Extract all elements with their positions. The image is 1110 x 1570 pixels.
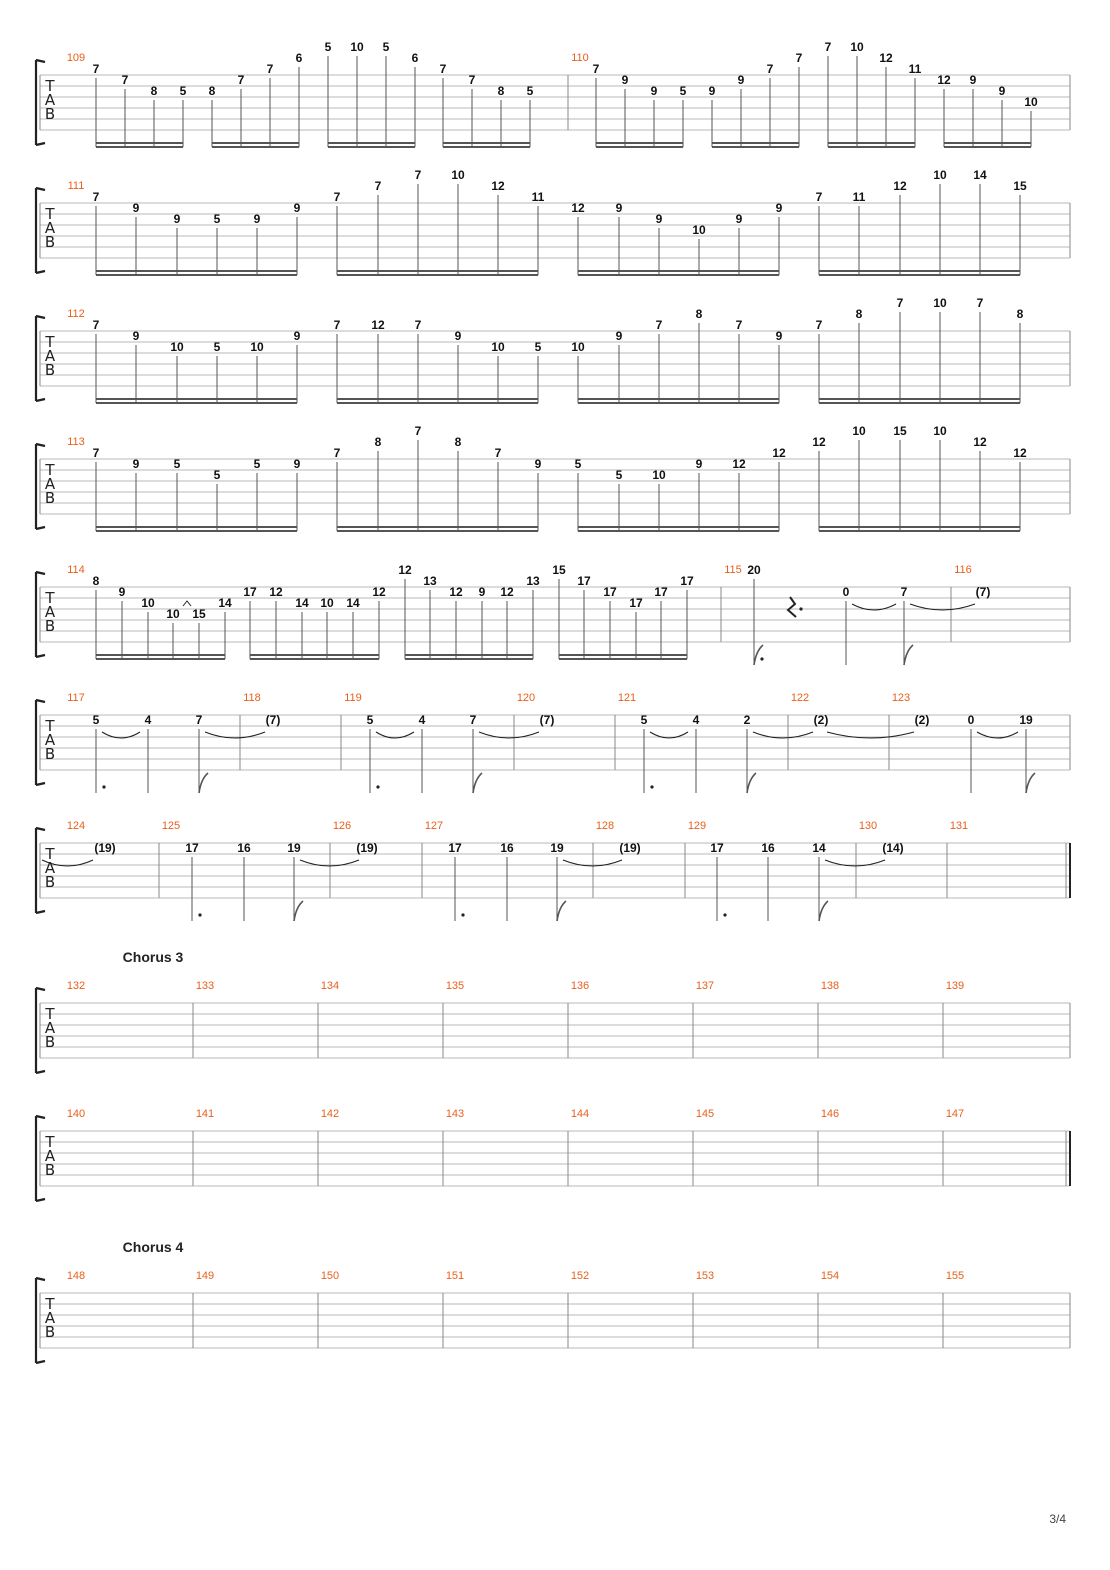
bar-number: 121 xyxy=(617,692,637,704)
fret-number: 17 xyxy=(680,574,694,588)
bar-number: 123 xyxy=(891,692,911,704)
fret-number: 17 xyxy=(448,841,462,855)
fret-number: 7 xyxy=(795,51,803,65)
fret-number: 10 xyxy=(692,223,706,237)
bar-number: 152 xyxy=(570,1270,590,1282)
fret-number: 10 xyxy=(1024,95,1038,109)
fret-number: 7 xyxy=(815,318,823,332)
tab-clef-letter: B xyxy=(44,617,56,635)
bar-number: 126 xyxy=(332,820,352,832)
bar-number: 145 xyxy=(695,1108,715,1120)
tab-system xyxy=(36,1270,1070,1363)
bar-number: 140 xyxy=(66,1108,86,1120)
fret-number: 16 xyxy=(761,841,775,855)
bar-number: 155 xyxy=(945,1270,965,1282)
dot xyxy=(723,913,726,916)
fret-number: 10 xyxy=(852,424,866,438)
tab-system xyxy=(36,1108,1070,1201)
fret-number: 7 xyxy=(414,168,422,182)
fret-number: 17 xyxy=(243,585,257,599)
fret-number: 7 xyxy=(655,318,663,332)
bar-number: 124 xyxy=(66,820,86,832)
note-flag xyxy=(294,901,303,921)
fret-number: 5 xyxy=(534,340,542,354)
fret-number: 9 xyxy=(454,329,462,343)
bar-number: 148 xyxy=(66,1270,86,1282)
fret-number: 12 xyxy=(732,457,746,471)
fret-number: 5 xyxy=(213,468,221,482)
fret-number: 5 xyxy=(574,457,582,471)
fret-number: 12 xyxy=(372,585,386,599)
fret-number: (2) xyxy=(914,713,930,727)
fret-number: 15 xyxy=(552,563,566,577)
dot xyxy=(198,913,201,916)
fret-number: 15 xyxy=(192,607,206,621)
fret-number: 5 xyxy=(526,84,534,98)
fret-number: 9 xyxy=(621,73,629,87)
fret-number: 17 xyxy=(629,596,643,610)
bar-number: 119 xyxy=(344,692,362,704)
bar-number: 130 xyxy=(858,820,878,832)
fret-number: 7 xyxy=(333,318,341,332)
fret-number: 7 xyxy=(92,190,100,204)
bar-number: 150 xyxy=(320,1270,340,1282)
fret-number: 19 xyxy=(287,841,301,855)
fret-number: 11 xyxy=(852,190,866,204)
fret-number: 17 xyxy=(577,574,591,588)
dot xyxy=(376,785,379,788)
fret-number: 9 xyxy=(775,201,783,215)
fret-number: 7 xyxy=(824,40,832,54)
bar-number: 111 xyxy=(67,180,85,192)
bar-number: 120 xyxy=(516,692,536,704)
note-flag xyxy=(1026,773,1035,793)
tab-clef-letter: B xyxy=(44,233,56,251)
fret-number: 4 xyxy=(418,713,426,727)
fret-number: 12 xyxy=(772,446,786,460)
fret-number: 15 xyxy=(893,424,907,438)
fret-number: 9 xyxy=(132,201,140,215)
tab-clef-letter: B xyxy=(44,1323,56,1341)
fret-number: 6 xyxy=(295,51,303,65)
tab-system xyxy=(36,168,1070,275)
tab-clef-letter: A xyxy=(44,1309,56,1327)
note-flag xyxy=(557,901,566,921)
dot xyxy=(650,785,653,788)
bar-number: 127 xyxy=(424,820,444,832)
fret-number: 16 xyxy=(237,841,251,855)
bar-number: 117 xyxy=(67,692,85,704)
bar-number: 136 xyxy=(570,980,590,992)
tab-system xyxy=(36,40,1070,147)
fret-number: 8 xyxy=(374,435,382,449)
fret-number: 9 xyxy=(695,457,703,471)
fret-number: 9 xyxy=(655,212,663,226)
fret-number: 12 xyxy=(973,435,987,449)
fret-number: 7 xyxy=(494,446,502,460)
fret-number: 12 xyxy=(371,318,385,332)
note-flag xyxy=(473,773,482,793)
fret-number: 7 xyxy=(333,190,341,204)
fret-number: 7 xyxy=(439,62,447,76)
note-flag xyxy=(819,901,828,921)
note-flag xyxy=(904,645,913,665)
tab-system xyxy=(36,980,1070,1073)
note-flag xyxy=(754,645,763,665)
fret-number: 7 xyxy=(266,62,274,76)
fret-number: 7 xyxy=(92,62,100,76)
note-flag xyxy=(747,773,756,793)
bar-number: 141 xyxy=(195,1108,215,1120)
dot xyxy=(461,913,464,916)
fret-number: (7) xyxy=(975,585,991,599)
fret-number: 14 xyxy=(218,596,232,610)
fret-number: 17 xyxy=(603,585,617,599)
tab-clef-letter: B xyxy=(44,1033,56,1051)
fret-number: 9 xyxy=(775,329,783,343)
fret-number: 12 xyxy=(937,73,951,87)
bar-number: 114 xyxy=(67,564,85,576)
tab-system xyxy=(36,296,1070,403)
tab-clef-letter: T xyxy=(45,717,55,735)
fret-number: 12 xyxy=(893,179,907,193)
fret-number: 12 xyxy=(879,51,893,65)
fret-number: 8 xyxy=(454,435,462,449)
tab-system xyxy=(36,692,1070,793)
tab-system xyxy=(36,424,1070,531)
fret-number: 10 xyxy=(571,340,585,354)
fret-number: 5 xyxy=(324,40,332,54)
bar-number: 118 xyxy=(243,692,261,704)
fret-number: (19) xyxy=(619,841,641,855)
fret-number: 5 xyxy=(213,340,221,354)
fret-number: 2 xyxy=(743,713,751,727)
tab-clef-letter: A xyxy=(44,475,56,493)
tab-clef-letter: T xyxy=(45,333,55,351)
fret-number: 7 xyxy=(976,296,984,310)
fret-number: 7 xyxy=(815,190,823,204)
fret-number: 14 xyxy=(812,841,826,855)
bar-number: 151 xyxy=(445,1270,465,1282)
fret-number: 7 xyxy=(896,296,904,310)
tab-clef-letter: A xyxy=(44,1019,56,1037)
tab-clef-letter: A xyxy=(44,731,56,749)
fret-number: 14 xyxy=(973,168,987,182)
fret-number: 9 xyxy=(998,84,1006,98)
fret-number: 9 xyxy=(615,329,623,343)
dot xyxy=(799,607,802,610)
bar-number: 143 xyxy=(445,1108,465,1120)
fret-number: 13 xyxy=(423,574,437,588)
fret-number: 7 xyxy=(766,62,774,76)
bar-number: 115 xyxy=(724,564,742,576)
fret-number: 12 xyxy=(449,585,463,599)
fret-number: 8 xyxy=(208,84,216,98)
fret-number: 7 xyxy=(414,424,422,438)
page-number: 3/4 xyxy=(1049,1512,1066,1526)
tab-clef-letter: T xyxy=(45,589,55,607)
fret-number: 5 xyxy=(173,457,181,471)
fret-number: (14) xyxy=(882,841,904,855)
fret-number: 8 xyxy=(1016,307,1024,321)
fret-number: 7 xyxy=(414,318,422,332)
tab-clef-letter: T xyxy=(45,77,55,95)
fret-number: 5 xyxy=(679,84,687,98)
fret-number: 10 xyxy=(320,596,334,610)
bar-number: 137 xyxy=(695,980,715,992)
fret-number: 9 xyxy=(118,585,126,599)
bar-number: 142 xyxy=(320,1108,340,1120)
fret-number: 17 xyxy=(710,841,724,855)
tab-clef-letter: B xyxy=(44,745,56,763)
fret-number: 9 xyxy=(478,585,486,599)
fret-number: 12 xyxy=(398,563,412,577)
fret-number: 19 xyxy=(1019,713,1033,727)
fret-number: 9 xyxy=(735,212,743,226)
fret-number: 4 xyxy=(144,713,152,727)
fret-number: 9 xyxy=(293,201,301,215)
fret-number: 7 xyxy=(468,73,476,87)
bar-number: 125 xyxy=(161,820,181,832)
section-title: Chorus 3 xyxy=(122,949,184,965)
fret-number: 10 xyxy=(451,168,465,182)
fret-number: 7 xyxy=(121,73,129,87)
fret-number: 7 xyxy=(592,62,600,76)
dot xyxy=(102,785,105,788)
tab-clef-letter: B xyxy=(44,361,56,379)
fret-number: 12 xyxy=(1013,446,1027,460)
tab-clef-letter: T xyxy=(45,1295,55,1313)
fret-number: 6 xyxy=(411,51,419,65)
bar-number: 128 xyxy=(595,820,615,832)
fret-number: 10 xyxy=(933,424,947,438)
bar-number: 147 xyxy=(945,1108,965,1120)
fret-number: 11 xyxy=(531,190,545,204)
fret-number: 7 xyxy=(237,73,245,87)
bar-number: 134 xyxy=(320,980,340,992)
fret-number: 14 xyxy=(346,596,360,610)
tab-clef-letter: T xyxy=(45,205,55,223)
bar-number: 109 xyxy=(66,52,86,64)
fret-number: 5 xyxy=(640,713,648,727)
fret-number: (2) xyxy=(813,713,829,727)
bar-number: 139 xyxy=(945,980,965,992)
fret-number: 5 xyxy=(253,457,261,471)
fret-number: 0 xyxy=(842,585,850,599)
bar-number: 112 xyxy=(67,308,85,320)
fret-number: 10 xyxy=(350,40,364,54)
fret-number: 9 xyxy=(132,457,140,471)
fret-number: 14 xyxy=(295,596,309,610)
fret-number: 7 xyxy=(735,318,743,332)
fret-number: 8 xyxy=(497,84,505,98)
fret-number: 10 xyxy=(850,40,864,54)
tab-clef-letter: A xyxy=(44,91,56,109)
fret-number: 9 xyxy=(253,212,261,226)
bar-number: 153 xyxy=(695,1270,715,1282)
fret-number: 15 xyxy=(1013,179,1027,193)
fret-number: 5 xyxy=(382,40,390,54)
fret-number: 7 xyxy=(195,713,203,727)
tab-clef-letter: T xyxy=(45,461,55,479)
tab-clef-letter: A xyxy=(44,219,56,237)
fret-number: 5 xyxy=(92,713,100,727)
fret-number: 8 xyxy=(150,84,158,98)
fret-number: 0 xyxy=(967,713,975,727)
fret-number: 9 xyxy=(650,84,658,98)
fret-number: 7 xyxy=(469,713,477,727)
tab-clef-letter: A xyxy=(44,347,56,365)
note-flag xyxy=(199,773,208,793)
fret-number: 10 xyxy=(250,340,264,354)
fret-number: 7 xyxy=(92,318,100,332)
fret-number: 10 xyxy=(166,607,180,621)
fret-number: 9 xyxy=(293,329,301,343)
fret-number: 9 xyxy=(173,212,181,226)
tab-clef-letter: T xyxy=(45,845,55,863)
tab-clef-letter: T xyxy=(45,1005,55,1023)
tab-clef-letter: A xyxy=(44,1147,56,1165)
tab-clef-letter: A xyxy=(44,859,56,877)
bar-number: 132 xyxy=(66,980,86,992)
fret-number: 9 xyxy=(293,457,301,471)
tab-clef-letter: B xyxy=(44,489,56,507)
tab-clef-letter: T xyxy=(45,1133,55,1151)
fret-number: 9 xyxy=(737,73,745,87)
bar-number: 149 xyxy=(195,1270,215,1282)
bar-number: 129 xyxy=(687,820,707,832)
bar-number: 154 xyxy=(820,1270,840,1282)
fret-number: 7 xyxy=(900,585,908,599)
fret-number: 11 xyxy=(908,62,922,76)
bar-number: 131 xyxy=(949,820,969,832)
bar-number: 113 xyxy=(67,436,85,448)
bar-number: 122 xyxy=(790,692,810,704)
fret-number: 12 xyxy=(571,201,585,215)
fret-number: 9 xyxy=(708,84,716,98)
bar-number: 135 xyxy=(445,980,465,992)
bar-number: 110 xyxy=(571,52,589,64)
tab-clef-letter: B xyxy=(44,873,56,891)
section-title: Chorus 4 xyxy=(122,1239,184,1255)
fret-number: 7 xyxy=(374,179,382,193)
fret-number: 10 xyxy=(933,168,947,182)
bar-number: 144 xyxy=(570,1108,590,1120)
fret-number: 8 xyxy=(855,307,863,321)
fret-number: 12 xyxy=(491,179,505,193)
fret-number: 7 xyxy=(333,446,341,460)
fret-number: 9 xyxy=(534,457,542,471)
bar-number: 116 xyxy=(954,564,972,576)
fret-number: 12 xyxy=(500,585,514,599)
fret-number: 16 xyxy=(500,841,514,855)
fret-number: 5 xyxy=(366,713,374,727)
fret-number: 10 xyxy=(491,340,505,354)
fret-number: (7) xyxy=(265,713,281,727)
tab-system xyxy=(36,563,1070,665)
fret-number: 5 xyxy=(615,468,623,482)
fret-number: 9 xyxy=(969,73,977,87)
fret-number: 10 xyxy=(933,296,947,310)
fret-number: (7) xyxy=(539,713,555,727)
fret-number: 19 xyxy=(550,841,564,855)
bend-mark xyxy=(183,601,191,606)
fret-number: 20 xyxy=(747,563,761,577)
tab-system xyxy=(36,820,1070,921)
fret-number: 9 xyxy=(615,201,623,215)
fret-number: 5 xyxy=(213,212,221,226)
fret-number: 12 xyxy=(812,435,826,449)
tab-clef-letter: B xyxy=(44,1161,56,1179)
fret-number: 10 xyxy=(652,468,666,482)
bar-number: 133 xyxy=(195,980,215,992)
fret-number: (19) xyxy=(94,841,116,855)
dot xyxy=(760,657,763,660)
fret-number: 8 xyxy=(92,574,100,588)
fret-number: 10 xyxy=(141,596,155,610)
fret-number: (19) xyxy=(356,841,378,855)
bar-number: 138 xyxy=(820,980,840,992)
bar-number: 146 xyxy=(820,1108,840,1120)
fret-number: 5 xyxy=(179,84,187,98)
fret-number: 8 xyxy=(695,307,703,321)
fret-number: 17 xyxy=(654,585,668,599)
fret-number: 4 xyxy=(692,713,700,727)
tab-clef-letter: B xyxy=(44,105,56,123)
tab-clef-letter: A xyxy=(44,603,56,621)
fret-number: 13 xyxy=(526,574,540,588)
fret-number: 10 xyxy=(170,340,184,354)
fret-number: 9 xyxy=(132,329,140,343)
fret-number: 17 xyxy=(185,841,199,855)
fret-number: 12 xyxy=(269,585,283,599)
quarter-rest xyxy=(788,597,796,617)
fret-number: 7 xyxy=(92,446,100,460)
